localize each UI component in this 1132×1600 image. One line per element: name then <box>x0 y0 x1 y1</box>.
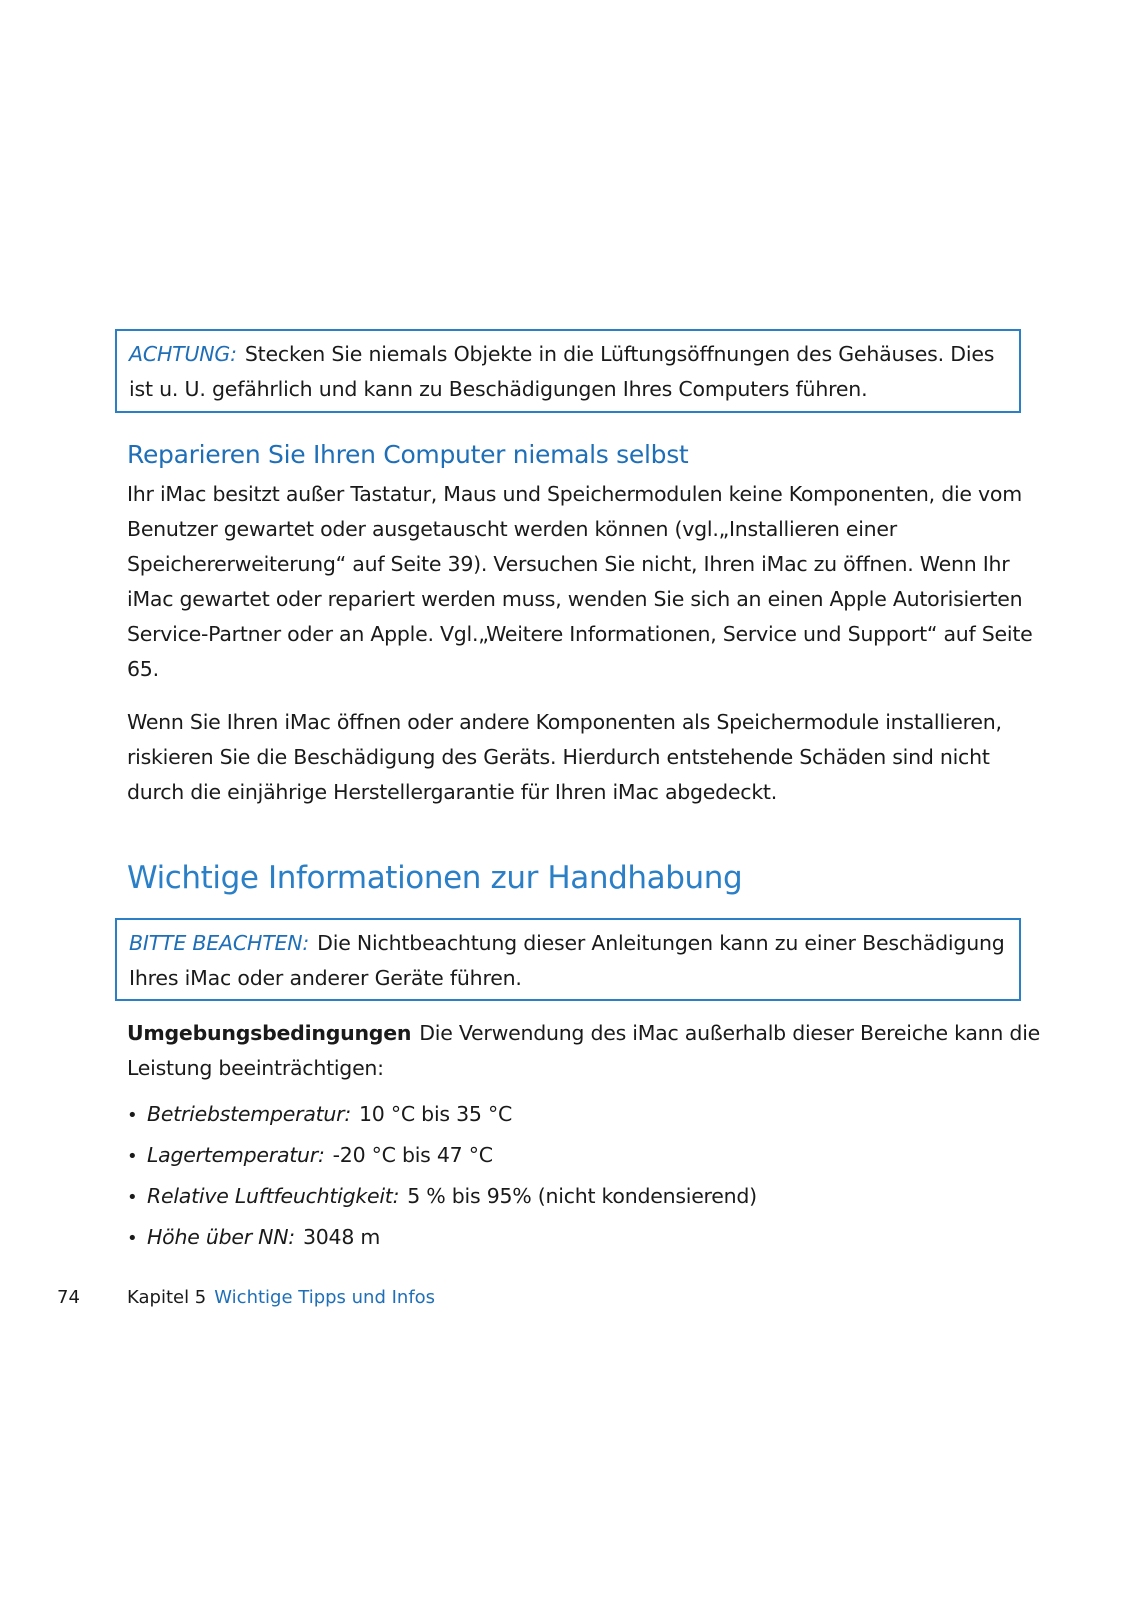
repair-paragraph-2: Wenn Sie Ihren iMac öffnen oder andere Komponenten als Speichermodule installieren, riskieren Sie die Beschädigung des Geräts. Hierdurch entstehende Schäden sind nicht durch die einjährige Herstellergarantie für Ihren iMac abgedeckt. <box>127 710 1002 804</box>
list-item <box>127 1097 757 1138</box>
environment-list <box>127 1097 757 1261</box>
list-item <box>127 1138 757 1179</box>
warning-notice <box>115 329 1021 413</box>
list-item-label: Höhe über NN: <box>147 1225 295 1249</box>
chapter-label: Kapitel 5 <box>127 1287 207 1308</box>
caution-text: Die Nichtbeachtung dieser Anleitungen kann zu einer Beschädigung Ihres iMac oder anderer Geräte führen. <box>129 931 1005 990</box>
warning-text: Stecken Sie niemals Objekte in die Lüftungsöffnungen des Gehäuses. Dies ist u. U. gefährlich und kann zu Beschädigungen Ihres Computers führen. <box>129 342 995 401</box>
list-item <box>127 1179 757 1220</box>
caution-label: BITTE BEACHTEN: <box>129 931 310 955</box>
caution-notice <box>115 918 1021 1001</box>
repair-paragraph-1: Ihr iMac besitzt außer Tastatur, Maus und Speichermodulen keine Komponenten, die vom Benutzer gewartet oder ausgetauscht werden können (vgl.„Installieren einer Speichererweiterung“ auf Seite 39). Versuchen Sie nicht, Ihren iMac zu öffnen. Wenn Ihr iMac gewartet oder repariert werden muss, wenden Sie sich an einen Apple Autorisierten Service-Partner oder an Apple. Vgl.„Weitere Informationen, Service und Support“ auf Seite 65. <box>127 482 1033 681</box>
section-heading-handling: Wichtige Informationen zur Handhabung <box>127 860 743 896</box>
bullet-icon: • <box>127 1146 138 1167</box>
list-item-label: Betriebstemperatur: <box>147 1102 351 1126</box>
list-item-value: -20 °C bis 47 °C <box>332 1143 493 1167</box>
list-item-value: 3048 m <box>302 1225 381 1249</box>
section-heading-repair: Reparieren Sie Ihren Computer niemals selbst <box>127 440 689 469</box>
bullet-icon: • <box>127 1228 138 1249</box>
chapter-title: Wichtige Tipps und Infos <box>214 1287 436 1308</box>
list-item-value: 10 °C bis 35 °C <box>359 1102 513 1126</box>
environment-text: Die Verwendung des iMac außerhalb dieser Bereiche kann die Leistung beeinträchtigen: <box>127 1021 1041 1080</box>
list-item <box>127 1220 757 1261</box>
environment-paragraph <box>127 1016 1042 1086</box>
page-number: 74 <box>57 1287 80 1308</box>
chapter-footer <box>127 1286 435 1310</box>
bullet-icon: • <box>127 1187 138 1208</box>
list-item-value: 5 % bis 95% (nicht kondensierend) <box>407 1184 757 1208</box>
list-item-label: Lagertemperatur: <box>147 1143 325 1167</box>
bullet-icon: • <box>127 1105 138 1126</box>
environment-term: Umgebungsbedingungen <box>127 1021 412 1045</box>
warning-label: ACHTUNG: <box>129 342 237 366</box>
list-item-label: Relative Luftfeuchtigkeit: <box>147 1184 400 1208</box>
